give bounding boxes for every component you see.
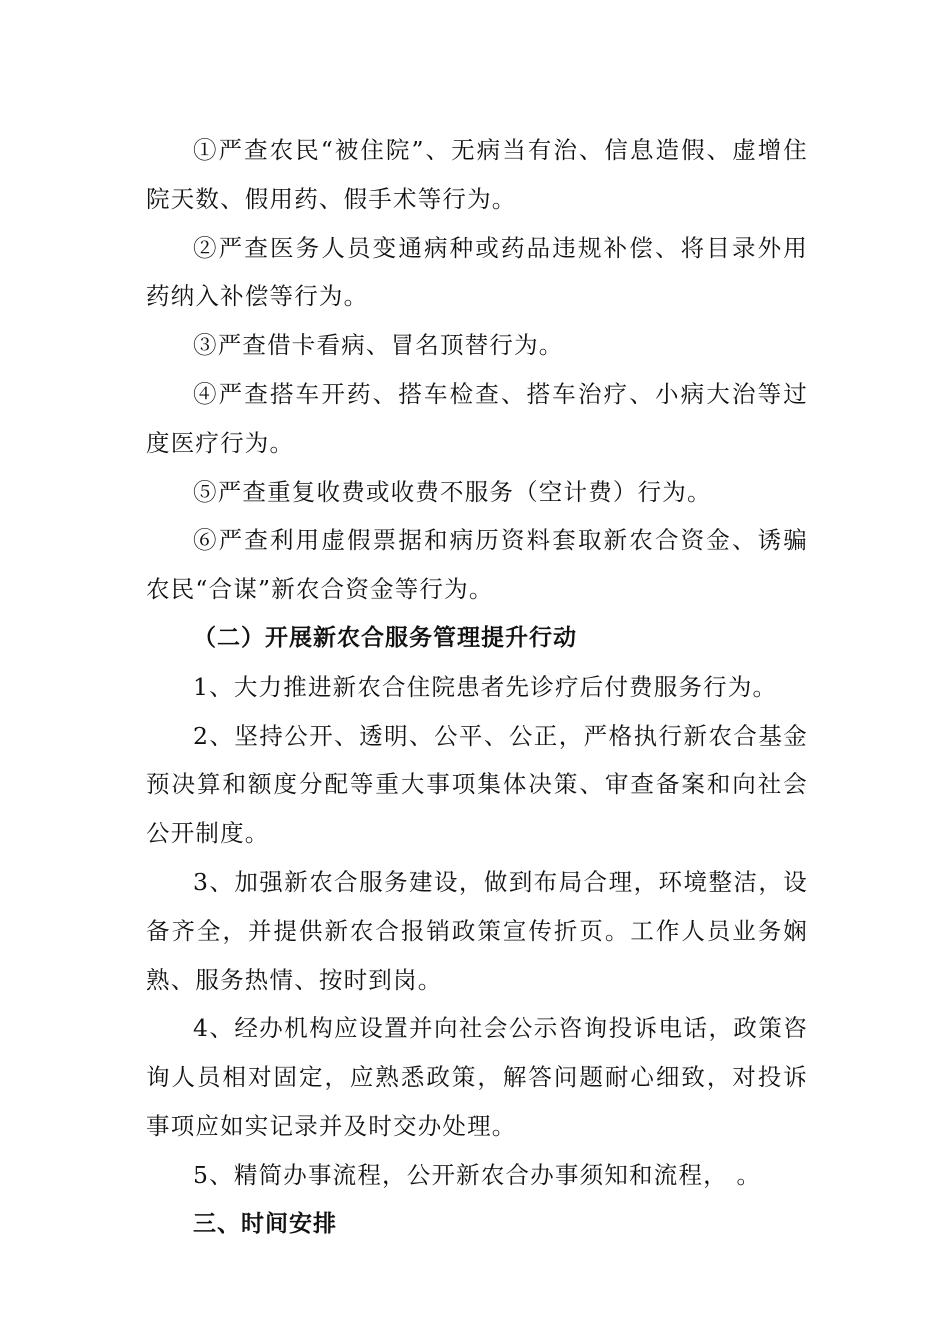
paragraph-item-3: ③严查借卡看病、冒名顶替行为。: [193, 331, 564, 360]
list-item-2: 2、坚持公开、透明、公平、公正，严格执行新农合基金预决算和额度分配等重大事项集体决策、审查备案和向社会公开制度。: [146, 721, 808, 848]
subheading-service-management: （二）开展新农合服务管理提升行动: [193, 624, 577, 651]
list-item-3: 3、加强新农合服务建设，做到布局合理，环境整洁，设备齐全，并提供新农合报销政策宣传折页。工作人员业务娴熟、服务热情、按时到岗。: [146, 867, 808, 994]
document-page: [146, 126, 808, 1248]
paragraph-item-6: ⑥严查利用虚假票据和病历资料套取新农合资金、诱骗农民“合谋”新农合资金等行为。: [146, 526, 808, 604]
paragraph-item-4: ④严查搭车开药、搭车检查、搭车治疗、小病大治等过度医疗行为。: [146, 379, 808, 457]
paragraph-item-5: ⑤严查重复收费或收费不服务（空计费）行为。: [193, 477, 712, 506]
list-item-1: 1、大力推进新农合住院患者先诊疗后付费服务行为。: [193, 672, 778, 701]
list-item-4: 4、经办机构应设置并向社会公示咨询投诉电话，政策咨询人员相对固定，应熟悉政策，解答问题耐心细致，对投诉事项应如实记录并及时交办处理。: [146, 1014, 808, 1140]
paragraph-item-2: ②严查医务人员变通病种或药品违规补偿、将目录外用药纳入补偿等行为。: [146, 233, 808, 311]
section-heading-schedule: 三、时间安排: [193, 1210, 337, 1237]
list-item-5: 5、精简办事流程，公开新农合办事须知和流程， 。: [193, 1160, 762, 1189]
paragraph-item-1: ①严查农民“被住院”、无病当有治、信息造假、虚增住院天数、假用药、假手术等行为。: [146, 136, 808, 213]
